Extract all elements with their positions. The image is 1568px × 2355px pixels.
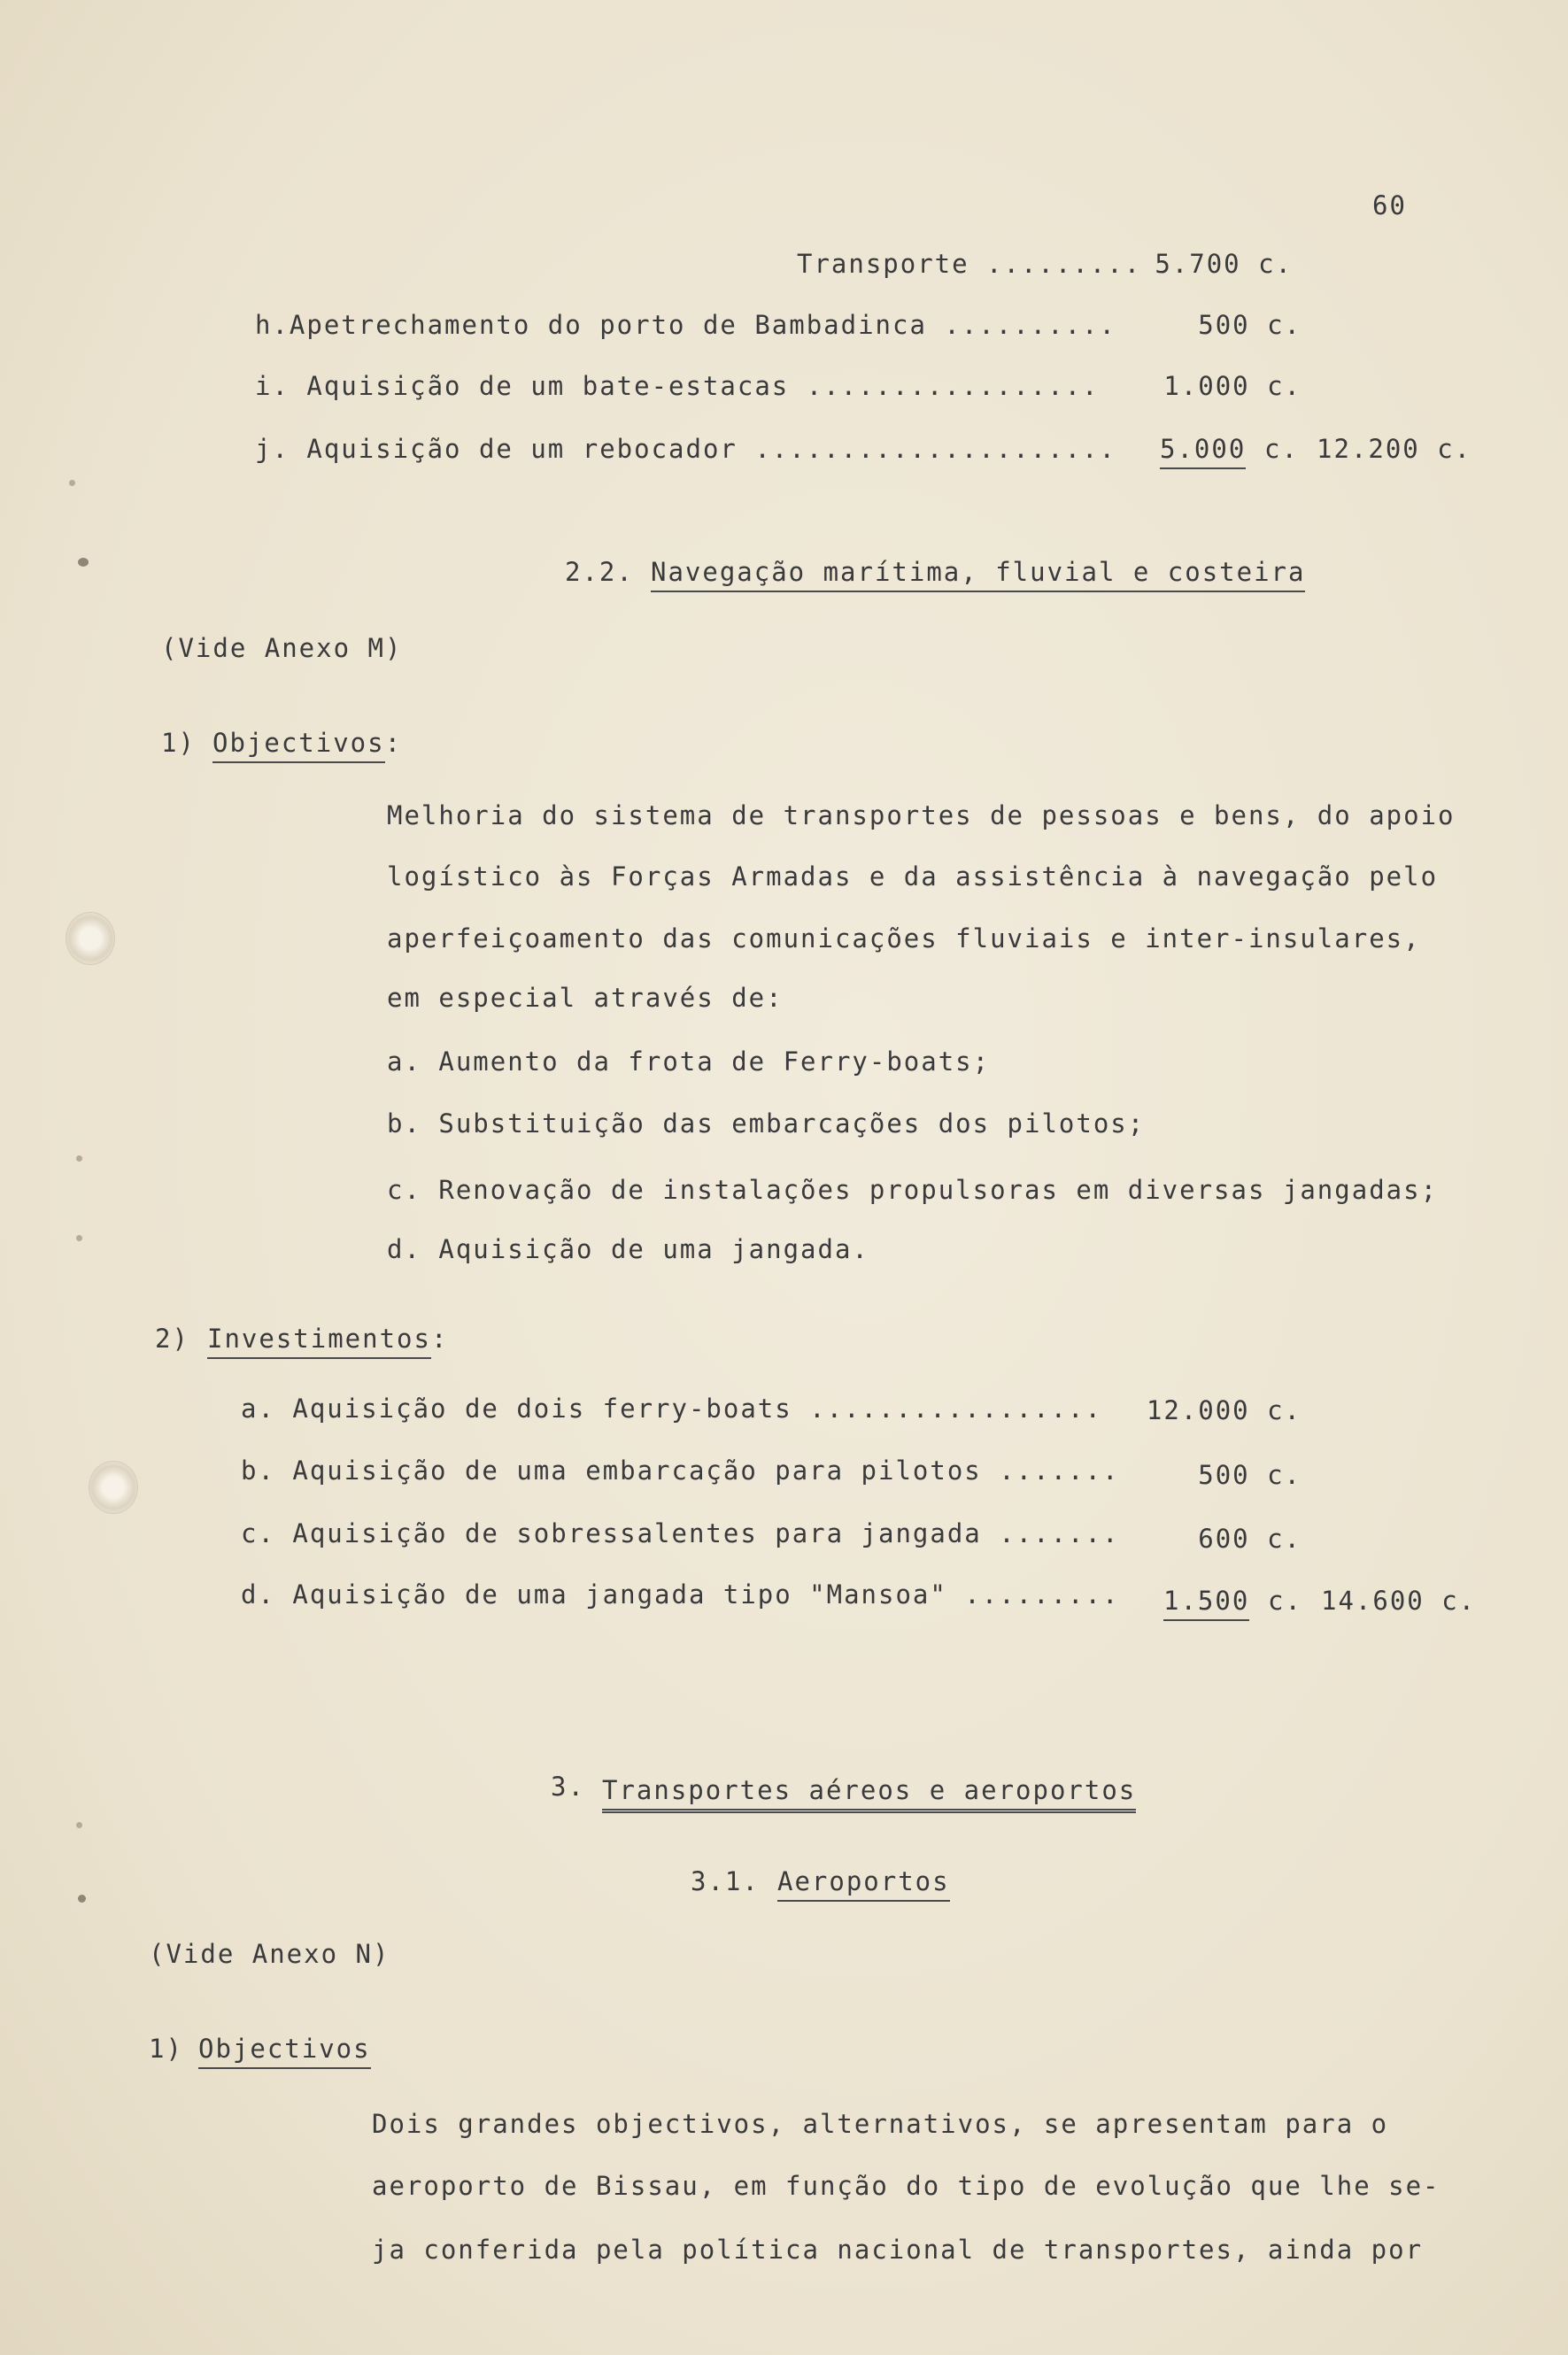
margin-mark [78,1895,86,1903]
investments-colon: : [430,1324,449,1354]
punch-hole-bottom [89,1461,138,1514]
section-3-title [602,1775,1137,1805]
objectives-3-heading [198,2036,371,2062]
list-item-i: i. Aquisição de um bate-estacas ................. [255,371,1100,401]
section-2-2-title-text: Navegação marítima, fluvial e costeira [651,557,1305,592]
section-2-2-number: 2.2. [565,557,634,587]
section-3-1-title [777,1866,950,1896]
vide-anexo-n: (Vide Anexo N) [149,1939,390,1969]
section-2-2-title [651,557,1306,587]
list-item-j-amount: 5.000 [1160,434,1246,469]
objectives-3-number: 1) [149,2034,183,2064]
margin-mark [69,480,75,486]
paragraph-line: Melhoria do sistema de transportes de pessoas e bens, do apoio [387,800,1456,830]
objective-item-d: d. Aquisição de uma jangada. [387,1234,869,1264]
margin-mark [76,1822,82,1828]
list-item-h: h.Apetrechamento do porto de Bambadinca .......... [255,310,1116,340]
investment-item-d: d. Aquisição de uma jangada tipo "Mansoa" ......... [241,1579,1120,1610]
investment-item-d-amount: 1.500 [1163,1586,1249,1621]
margin-mark [76,1155,82,1162]
vide-anexo-m: (Vide Anexo M) [161,633,403,663]
objective-item-b: b. Substituição das embarcações dos pilotos; [387,1108,1146,1139]
objectives-3-heading-text: Objectivos [198,2034,371,2069]
investments-heading [207,1326,448,1352]
investment-item-d-total: 14.600 c. [1321,1586,1477,1616]
investments-number: 2) [155,1324,189,1354]
list-item-j-total: 12.200 c. [1317,434,1472,464]
objectives-heading-text: Objectivos [212,728,385,763]
paragraph-line: aperfeiçoamento das comunicações fluviais e inter-insulares, [387,923,1421,954]
investment-item-b-value: 500 c. [1198,1460,1302,1490]
list-item-j: j. Aquisição de um rebocador ..................... [255,434,1116,464]
paragraph-3-line: aeroporto de Bissau, em função do tipo de evolução que lhe se- [372,2171,1441,2201]
investment-item-b: b. Aquisição de uma embarcação para pilotos ....... [241,1455,1120,1486]
list-item-j-unit: c. [1264,434,1299,464]
margin-mark [78,558,89,567]
investments-heading-text: Investimentos [207,1324,431,1359]
objective-item-c: c. Renovação de instalações propulsoras em diversas jangadas; [387,1175,1439,1205]
section-3-1-title-text: Aeroportos [777,1866,950,1902]
page-number: 60 [1372,190,1407,220]
margin-mark [76,1235,82,1241]
investment-item-a: a. Aquisição de dois ferry-boats ................. [241,1394,1102,1424]
investment-item-c: c. Aquisição de sobressalentes para jangada ....... [241,1518,1120,1548]
section-3-number: 3. [551,1772,585,1802]
punch-hole-top [66,912,115,965]
objective-item-a: a. Aumento da frota de Ferry-boats; [387,1046,991,1077]
paragraph-3-line: Dois grandes objectivos, alternativos, se apresentam para o [372,2109,1389,2139]
transporte-value: 5.700 c. [1155,249,1293,279]
list-item-h-value: 500 c. [1198,310,1302,340]
objectives-heading [212,730,402,756]
investment-item-d-value [1163,1588,1249,1614]
investment-item-d-unit: c. [1268,1586,1302,1616]
investment-item-a-value: 12.000 c. [1146,1395,1302,1425]
section-3-1-number: 3.1. [691,1866,760,1896]
section-3-title-text: Transportes aéreos e aeroportos [602,1775,1136,1813]
paragraph-line: logístico às Forças Armadas e da assistência à navegação pelo [387,861,1439,892]
investment-item-c-value: 600 c. [1198,1524,1302,1554]
transporte-label: Transporte ......... [797,249,1142,279]
paragraph-3-line: ja conferida pela política nacional de transportes, ainda por [372,2235,1424,2265]
paragraph-line: em especial através de: [387,983,784,1013]
objectives-colon: : [384,728,403,758]
list-item-i-value: 1.000 c. [1163,371,1302,401]
list-item-j-value [1160,436,1246,462]
objectives-number: 1) [161,728,196,758]
